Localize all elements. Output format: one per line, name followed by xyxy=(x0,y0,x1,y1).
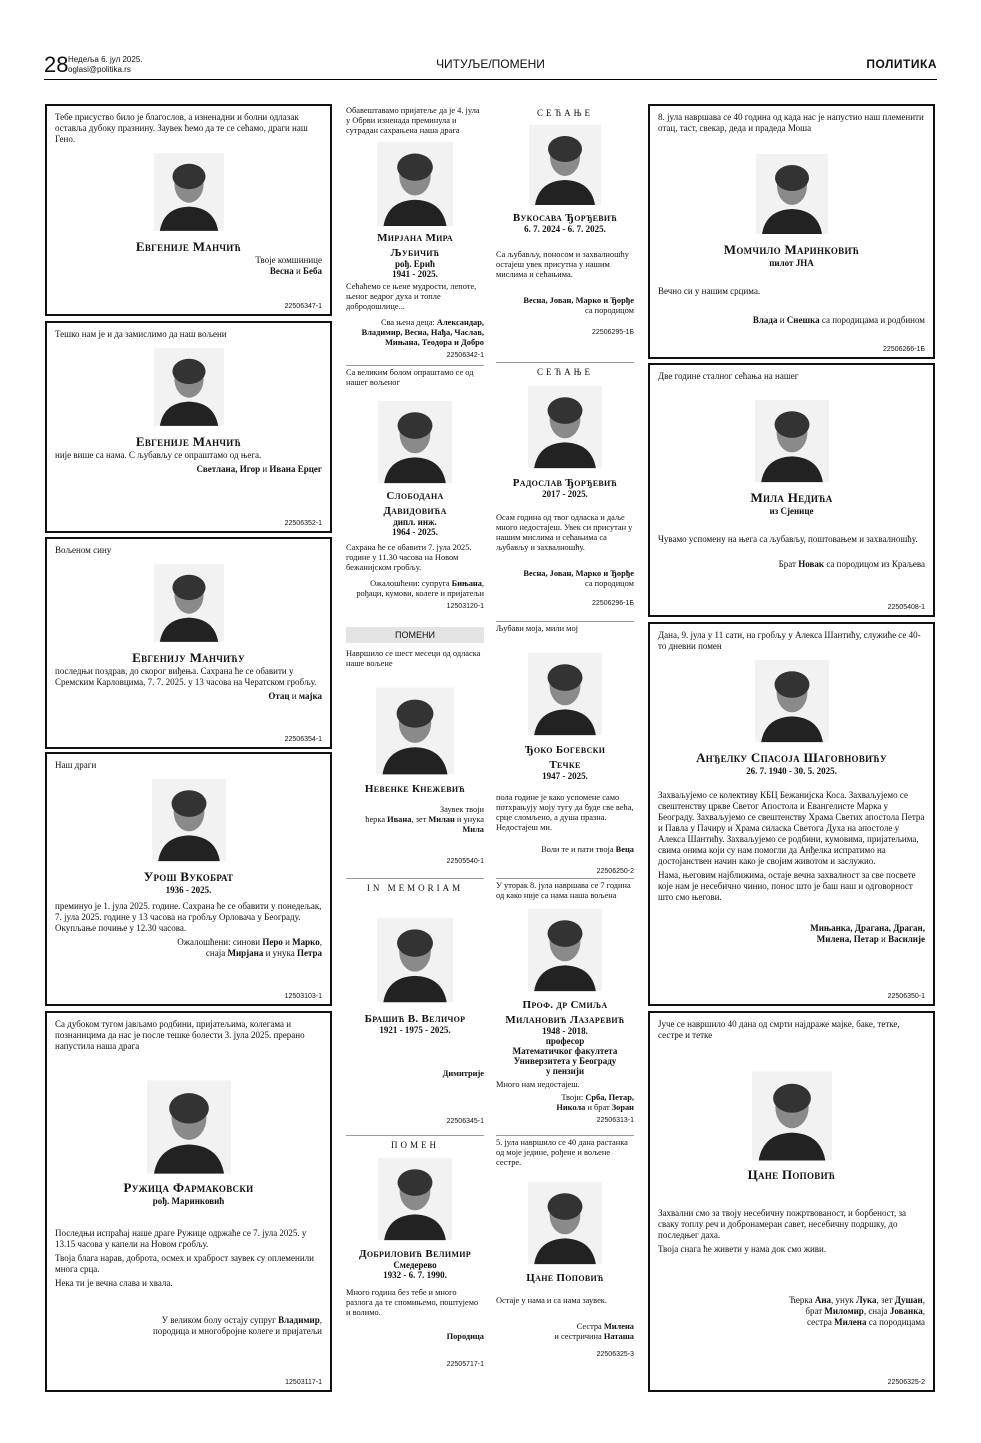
signature-line-1: Мињанка, Драгана, Драган, xyxy=(810,923,925,933)
column-divider xyxy=(346,1135,484,1136)
notice-text-2: Последњи испраћај наше драге Ружице одржаће се 7. јула 2025. у 13.15 часова у капели на Новом гробљу. xyxy=(55,1228,307,1249)
notice-nedic xyxy=(648,363,935,617)
memorial-dates: 6. 7. 2024 - 6. 7. 2025. xyxy=(524,224,606,234)
section-title: ЧИТУЉЕ/ПОМЕНИ xyxy=(436,57,545,71)
life-years: 1948 - 2018. xyxy=(542,1026,588,1036)
notice-manchic-1 xyxy=(45,104,332,316)
portrait-photo xyxy=(528,650,602,738)
notice-text-3: Твоја блага нарав, доброта, осмех и храброст заувек су оплеменили многа срца. xyxy=(55,1253,314,1274)
title-2: Математичког факултета xyxy=(512,1046,618,1056)
notice-text-2: Вечно си у нашим срцима. xyxy=(658,286,761,296)
notice-dobrilovic xyxy=(346,1138,484,1370)
section-heading: СЕЋАЊЕ xyxy=(536,367,594,377)
notice-sagovnovic xyxy=(648,622,935,1006)
signature-line-1: Твоји: Срба, Петар, xyxy=(561,1093,634,1102)
signature: Ожалошћени: супруга Бињана, рођаци, кумови, колеге и пријатељи xyxy=(356,579,484,598)
notice-text: Обавештавамо пријатеље да је 4. јула у Обрви изненада преминула и сутрадан сахрањена наша драга xyxy=(346,106,480,135)
notice-cane-mother xyxy=(648,1011,935,1392)
notice-text-2: пола године је како успомене само потхрањују моју тугу да буде све већа, срце сломљено, а душа празна. Недостајеш ми. xyxy=(496,793,634,832)
portrait-photo xyxy=(377,913,453,1007)
signature-line-2: и сестричина Наташа xyxy=(554,1332,634,1341)
maiden-name: рођ. Маринковић xyxy=(152,1196,225,1206)
notice-ljubicic xyxy=(346,106,484,361)
signature-line-3: сестра Милена са породицама xyxy=(806,1317,925,1327)
deceased-name: Евгеније Манчић xyxy=(135,434,242,449)
column-divider xyxy=(496,621,634,622)
title-3: Универзитета у Београду xyxy=(513,1056,617,1066)
notice-brasic xyxy=(346,881,484,1127)
deceased-name: Добриловић Велимир xyxy=(359,1248,471,1260)
ad-code: 22506345-1 xyxy=(446,1118,484,1125)
page-header xyxy=(44,52,937,78)
portrait-photo xyxy=(528,1180,602,1266)
notice-vukobrat xyxy=(45,752,332,1006)
ad-code: 22506250-2 xyxy=(596,868,634,875)
notice-text-4: Нека ти је вечна слава и хвала. xyxy=(55,1278,173,1288)
portrait-photo xyxy=(528,383,602,471)
signature-line-1: Твоје комшинице xyxy=(255,255,322,265)
issue-date: Недеља 6. јул 2025. xyxy=(68,55,143,64)
notice-manchic-3 xyxy=(45,537,332,749)
notice-text: Са дубоком тугом јављамо родбини, пријатељима, колегама и познаницима да нас је после тешке болести 3. јула 2025. прерано напустила наша драга xyxy=(55,1019,305,1051)
column-divider xyxy=(346,878,484,879)
memorial-years: 2017 - 2025. xyxy=(542,489,588,499)
ad-code: 22506350-1 xyxy=(887,993,925,1000)
notice-bogevski xyxy=(496,624,634,877)
ad-code: 22506295-1Б xyxy=(592,329,634,336)
life-years: 1932 - 6. 7. 1990. xyxy=(383,1270,447,1280)
signature: Влада и Снешка са породицама и родбином xyxy=(752,315,925,325)
deceased-name: Вукосава Ђорђевић xyxy=(512,212,618,224)
birthplace: Смедерево xyxy=(393,1260,437,1270)
deceased-name-1: Мирјана Мира xyxy=(377,232,453,244)
signature-line-3: Мила xyxy=(462,825,484,834)
section-heading: ПОМЕН xyxy=(391,1140,439,1150)
deceased-name: Евгеније Манчић xyxy=(135,239,242,254)
ad-code: 22506354-1 xyxy=(284,736,322,743)
notice-text-3: Нама, његовим најближима, остаје вечна захвалност за све посвете које нам је несебично чинио, понос што је баш наш и одговорност што смо његови. xyxy=(658,870,916,902)
ad-code: 12503120-1 xyxy=(446,603,484,610)
life-years: 1921 - 1975 - 2025. xyxy=(379,1025,451,1035)
deceased-name: Невенке Кнежевић xyxy=(364,783,466,795)
ad-code: 22506325-2 xyxy=(887,1379,925,1386)
notice-text-2: Сахрана ће се обавити 7. јула 2025. године у 11.30 часова на Новом бежанијском гробљу. xyxy=(346,543,472,572)
deceased-name-1: Проф. др Смиља xyxy=(522,999,608,1011)
ad-code: 12503117-1 xyxy=(285,1379,322,1386)
notice-cane-sister xyxy=(496,1138,634,1360)
notice-text: Јуче се навршило 40 дана од смрти најдраже мајке, баке, тетке, сестре и тетке xyxy=(658,1019,900,1040)
portrait-photo xyxy=(378,1156,452,1242)
notice-text: Љубави моја, мили мој xyxy=(496,624,578,633)
deceased-name: Цане Поповић xyxy=(526,1272,604,1284)
notice-text-2: преминуо је 1. јула 2025. године. Сахрана ће се обавити у понедељак, 7. јула 2025. године у 13 часова на гробљу Орловача у Београду. Окупљање почиње у 12.30 часова. xyxy=(55,901,322,933)
section-heading: ПОМЕНИ xyxy=(346,627,484,643)
ad-code: 22506313-1 xyxy=(596,1117,634,1124)
life-years: 1941 - 2025. xyxy=(392,269,438,279)
notice-text: Данa, 9. јула у 11 сати, на гробљу у Алекса Шантићу, служиће се 40-то дневни помен xyxy=(658,630,921,651)
deceased-name: Ружица Фармаковски xyxy=(123,1180,254,1195)
notice-text: Две године сталног сећања на нашег xyxy=(658,371,799,381)
portrait-photo xyxy=(376,685,454,777)
deceased-name-2: Љубичић xyxy=(390,247,440,259)
life-years: 1936 - 2025. xyxy=(165,885,212,895)
notice-vukosava xyxy=(496,106,634,338)
notice-knezevic xyxy=(346,625,484,867)
portrait-photo xyxy=(755,658,829,744)
portrait-photo xyxy=(529,124,601,206)
notice-text: Са великим болом опраштамо се од нашег вољеног xyxy=(346,368,474,387)
notice-lazarevic xyxy=(496,881,634,1126)
notice-text-3: Твоја снага ће живети у нама док смо живи. xyxy=(658,1244,827,1254)
deceased-name: Брашић В. Величор xyxy=(364,1013,466,1025)
notice-radoslav xyxy=(496,365,634,609)
title-1: професор xyxy=(545,1036,585,1046)
signature-line-2: Весна и Беба xyxy=(269,266,322,276)
deceased-name-1: Ђоко Богевски xyxy=(524,744,606,756)
notice-text: Много година без тебе и много разлога да те спомињемо, поштујемо и волимо. xyxy=(346,1288,479,1317)
notice-manchic-2 xyxy=(45,321,332,533)
deceased-name-2: Течке xyxy=(549,759,581,771)
signature: Димитрије xyxy=(442,1069,484,1078)
section-heading: IN MEMORIAM xyxy=(366,883,464,893)
portrait-photo xyxy=(152,777,226,863)
signature-line-2: са породицом xyxy=(585,579,634,588)
notice-text-2: није више са нама. С љубављу се опраштамо од њега. xyxy=(55,450,262,460)
deceased-name: Цане Поповић xyxy=(747,1167,836,1182)
newspaper-logo: ПОЛИТИКА xyxy=(866,57,937,71)
notice-text: 8. јула навршава се 40 година од када нас је напустио наш племенити отац, таст, свекар, деда и прадеда Моша xyxy=(658,112,924,133)
portrait-photo xyxy=(154,151,224,233)
notice-text: Наш драги xyxy=(55,760,97,770)
title-4: у пензији xyxy=(545,1066,585,1076)
notice-text-2: Сећаћемо се њене мудрости, лепоте, њеног ведрог духа и топле добродошлице... xyxy=(346,282,477,311)
notice-text-2: последњи поздрав, до скорог виђења. Сахрана ће се обавити у Сремским Карловцима, 7. 7. 2025. у 13 часова на Чератском гробљу. xyxy=(55,666,317,687)
column-divider xyxy=(496,1135,634,1136)
notice-marinkovic xyxy=(648,104,935,359)
signature-line-1: Весна, Јован, Марко и Ђорђе xyxy=(523,569,634,578)
deceased-name-2: Милановић Лазаревић xyxy=(505,1014,625,1026)
ad-code: 12503103-1 xyxy=(284,993,322,1000)
portrait-photo xyxy=(147,1080,231,1174)
portrait-photo xyxy=(154,562,224,644)
signature-line-2: брат Миломир, снаја Јованка, xyxy=(805,1306,925,1316)
life-dates: 26. 7. 1940 - 30. 5. 2025. xyxy=(746,766,837,776)
signature: Воли те и пати твоја Веца xyxy=(541,845,634,854)
notice-text: Осам година од твог одласка и даље много недостајеш. Увек си присутан у нашим мислима и сећањима са љубављу и захвалношћу. xyxy=(496,513,633,552)
column-divider xyxy=(346,365,484,366)
ad-code: 22506342-1 xyxy=(446,352,484,359)
signature-line-2: Милена, Петар и Василије xyxy=(816,934,925,944)
notice-text: 5. јула навршило се 40 дана растанка од моје једине, рођене и вољене сестре. xyxy=(496,1138,628,1167)
portrait-photo xyxy=(756,152,828,236)
portrait-photo xyxy=(377,142,453,226)
title: дипл. инж. xyxy=(393,517,437,527)
notice-davidovic xyxy=(346,368,484,612)
signature-line-2: Никола и брат Зоран xyxy=(556,1103,634,1112)
notice-text: Тебе присуство било је благослов, а изненадни и болни одлазак оставља дубоку празнину. Заувек ћемо да те се сећамо, драги наш Гено. xyxy=(55,112,308,144)
signature-line-1: Заувек твоји xyxy=(439,805,484,814)
ad-code: 22505717-1 xyxy=(446,1361,484,1368)
signature-line-1: Сестра Милена xyxy=(576,1322,634,1331)
signature: Отац и мајка xyxy=(268,691,322,701)
signature-line-1: Ожалошћени: синови Перо и Марко, xyxy=(177,937,322,947)
signature-line-2: са породицом xyxy=(585,306,634,315)
title: пилот ЈНА xyxy=(769,258,814,268)
portrait-photo xyxy=(528,907,602,993)
signature-line-2: снаја Мирјана и унука Петра xyxy=(205,948,322,958)
ad-code: 22506266-1Б xyxy=(883,346,925,353)
signature: Светлана, Игор и Ивана Ерцег xyxy=(196,464,322,474)
column-divider xyxy=(496,362,634,363)
column-divider xyxy=(496,878,634,879)
signature-line-1: Ћерка Ана, унук Лука, зет Душан, xyxy=(789,1295,925,1305)
notice-text: Навршило се шест месеци од одласка наше вољене xyxy=(346,649,481,668)
notice-text-2: Захвални смо за твоју несебичну пожртвованост, и борбеност, за сваку топлу реч и добронамеран савет, несебичну подршку, до последњег даха. xyxy=(658,1208,906,1240)
notice-text: Тешко нам је и да замислимо да наш вољени xyxy=(55,329,227,339)
header-rule xyxy=(44,79,937,80)
deceased-name: Момчило Маринковић xyxy=(723,242,860,257)
deceased-name: Анђелку Спасоја Шаговновићу xyxy=(696,750,887,765)
signature-line-1: У великом болу остају супруг Владимир, xyxy=(161,1315,322,1325)
contact-email: oglasi@politika.rs xyxy=(68,65,131,74)
notice-text: Вољеном сину xyxy=(55,545,112,555)
ad-code: 22506296-1Б xyxy=(592,600,634,607)
ad-code: 22505408-1 xyxy=(887,604,925,611)
deceased-name: Радослав Ђорђевић xyxy=(512,477,618,489)
ad-code: 22505540-1 xyxy=(446,858,484,865)
signature: Брат Новак са породицом из Краљева xyxy=(778,559,925,569)
portrait-photo xyxy=(752,1071,832,1161)
deceased-name-1: Слободана xyxy=(386,490,444,502)
life-years: 1947 - 2025. xyxy=(542,771,588,781)
life-years: 1964 - 2025. xyxy=(392,527,438,537)
ad-code: 22506352-1 xyxy=(284,520,322,527)
section-heading: СЕЋАЊЕ xyxy=(536,108,594,118)
maiden-name: рођ. Ерић xyxy=(394,259,436,269)
signature-line-1: Весна, Јован, Марко и Ђорђе xyxy=(523,296,634,305)
page-number: 28 xyxy=(44,52,69,77)
notice-text-2: Много нам недостајеш. xyxy=(496,1080,580,1089)
hometown: из Сјенице xyxy=(769,506,814,516)
portrait-photo xyxy=(755,398,829,484)
deceased-name-2: Давидовића xyxy=(383,505,447,517)
portrait-photo xyxy=(154,346,224,428)
portrait-photo xyxy=(378,400,452,484)
signature: Породица xyxy=(446,1332,484,1341)
notice-text-2: Чувамо успомену на њега са љубављу, поштовањем и захвалношћу. xyxy=(658,534,918,544)
signature: Сва њена деца: Александар, Владимир, Весна, Нађа, Часлав, Мињана, Теодора и Добро xyxy=(361,318,484,347)
notice-text-2: Остаје у нама и са нама заувек. xyxy=(496,1296,607,1305)
deceased-name: Мила Недића xyxy=(750,490,833,505)
ad-code: 22506325-3 xyxy=(596,1351,634,1358)
deceased-name: Евгенију Манчићу xyxy=(132,650,245,665)
notice-text-2: Захваљујемо се колективу КБЦ Бежанијска Коса. Захваљујемо се свештенству цркве Светог Апостола и Евангелисте Марка у Београду. Захваљујемо се свештенству Храма Светих апостола Петра и Павла у Пачиру и Храма силаска Светога Духа на апостоле у Алекса Шантићу. Захваљујемо се родбини, кумовима, пријатељима, свима онима који су нам помогли да Анђелка испратимо на достојанствен начин како је својим животом и заслужио. xyxy=(658,790,925,866)
deceased-name: Урош Вукобрат xyxy=(143,869,234,884)
notice-farmakovski xyxy=(45,1011,332,1392)
signature-line-2: ћерка Ивана, зет Милан и унука xyxy=(365,815,484,824)
notice-text: У уторак 8. јула навршава се 7 година од како није са нама наша вољена xyxy=(496,881,631,900)
notice-text: Са љубављу, поносом и захвалношћу остајеш увек присутна у нашим мислима и сећањима. xyxy=(496,250,629,279)
ad-code: 22506347-1 xyxy=(284,303,322,310)
signature-line-2: породица и многобројне колеге и пријатељи xyxy=(152,1326,322,1336)
